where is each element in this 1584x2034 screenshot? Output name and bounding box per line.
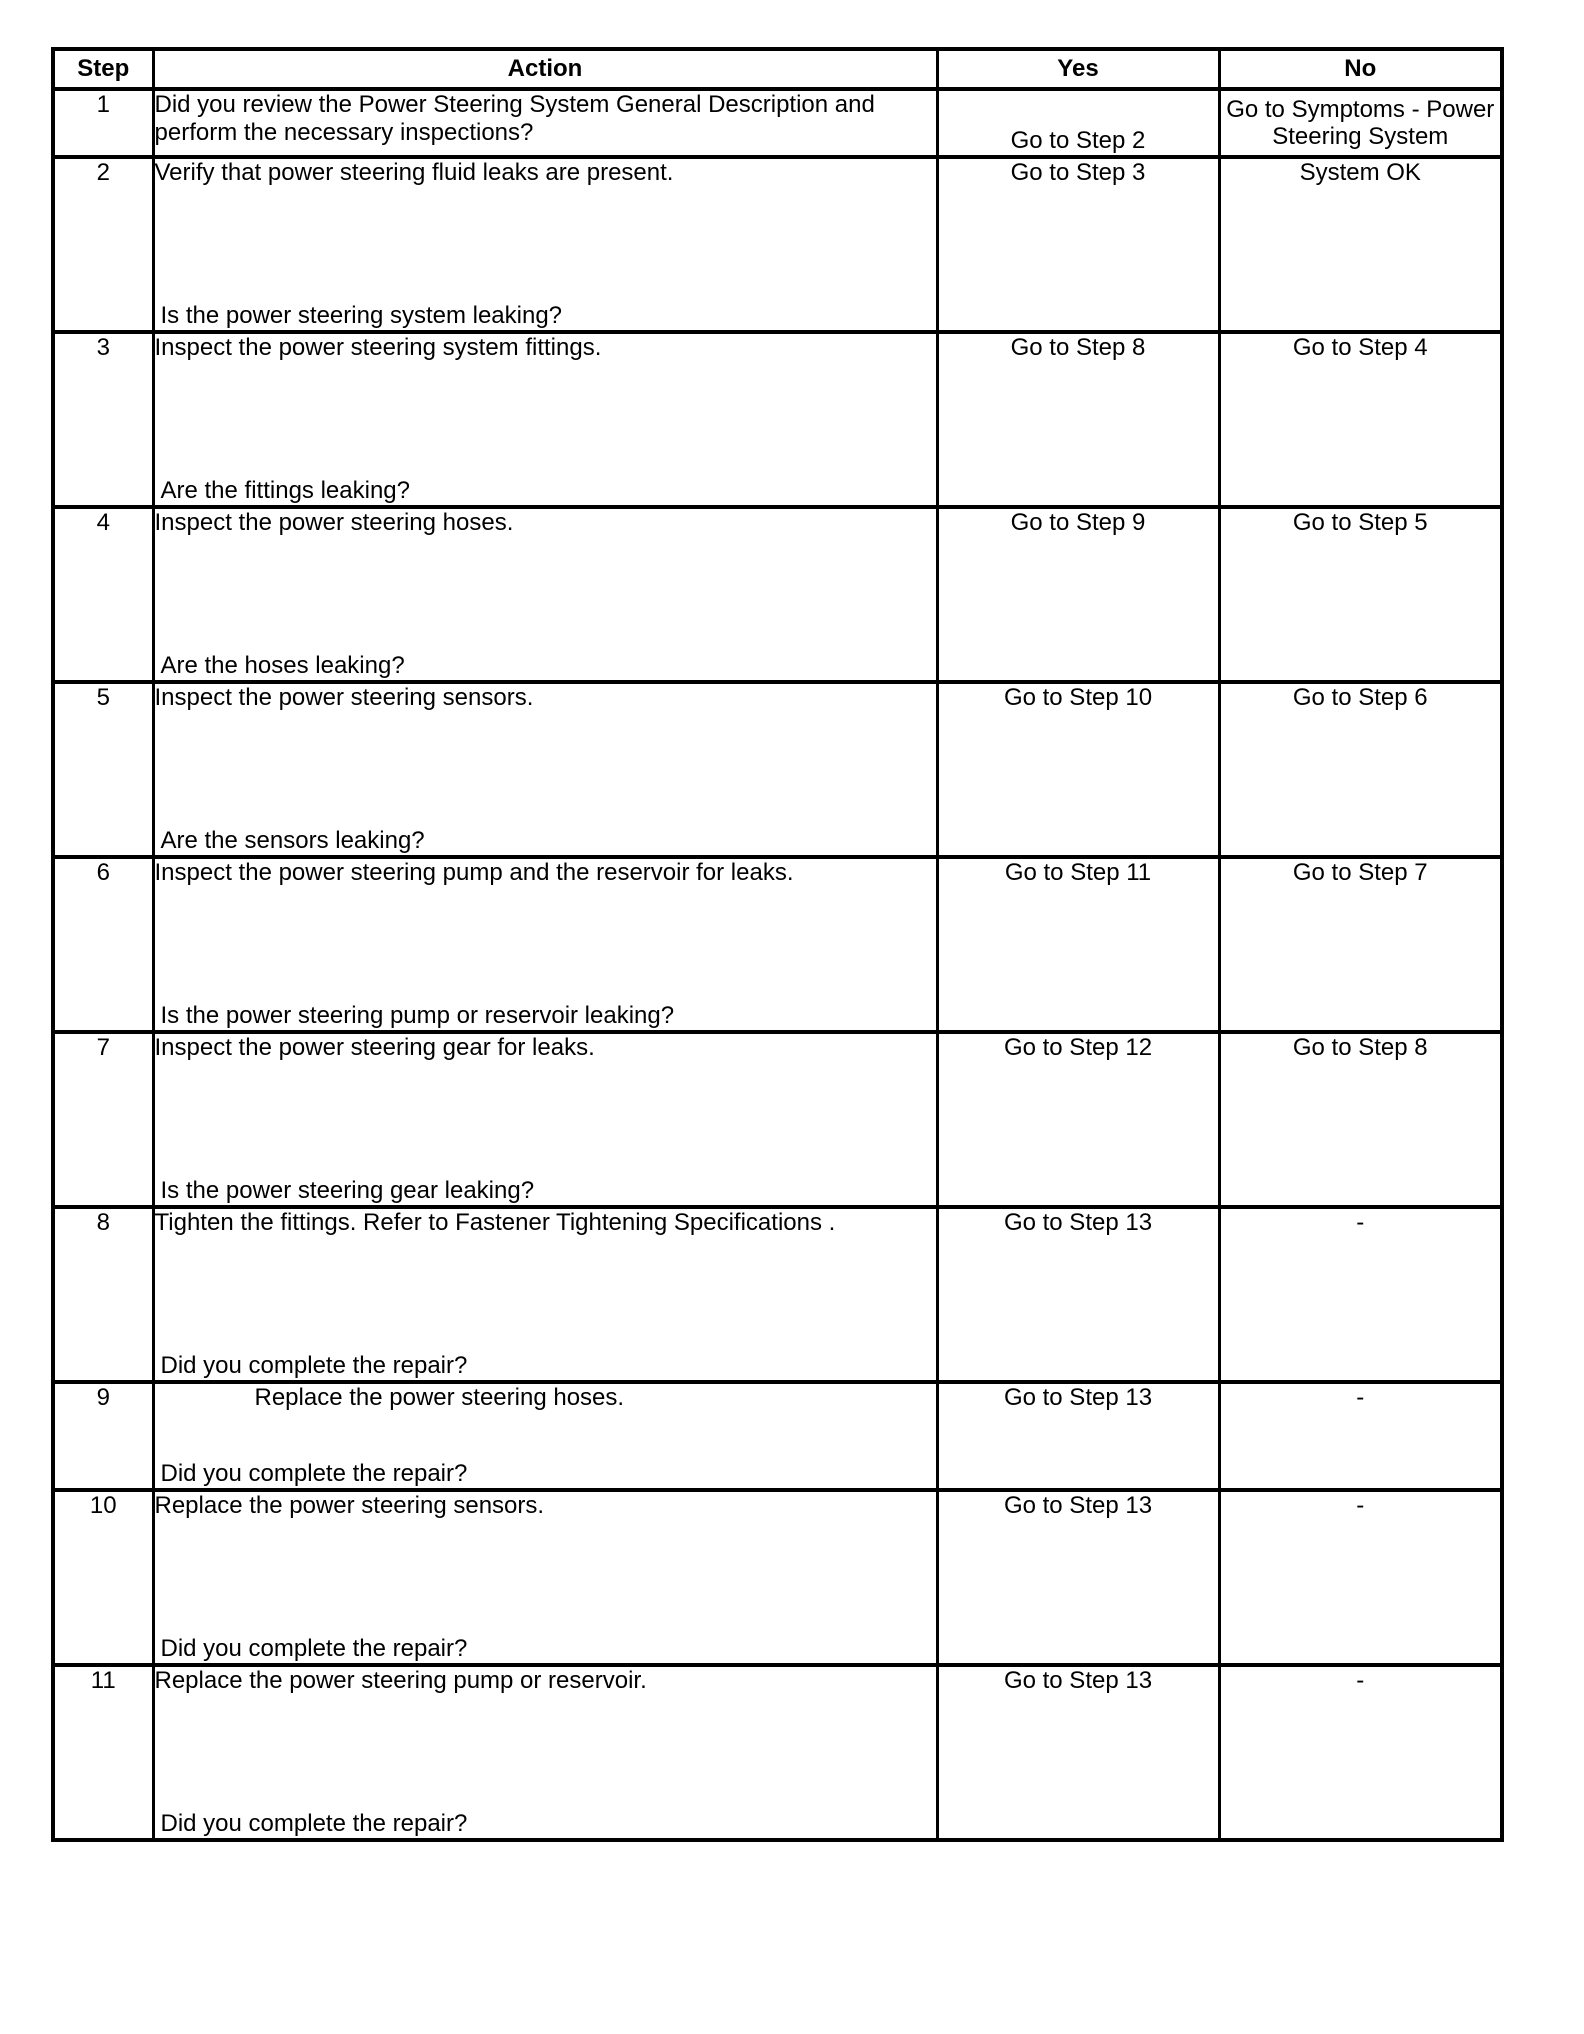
header-step: Step bbox=[53, 49, 153, 89]
action-cell bbox=[153, 332, 937, 507]
action-instruction: Replace the power steering hoses. bbox=[254, 1384, 625, 1411]
yes-result: Go to Step 11 bbox=[937, 857, 1219, 1032]
step-number: 1 bbox=[53, 89, 153, 157]
action-instruction: Replace the power steering pump or reservoir. bbox=[154, 1667, 647, 1694]
no-result: Go to Step 7 bbox=[1219, 857, 1502, 1032]
table-row bbox=[53, 1207, 1502, 1382]
yes-result: Go to Step 13 bbox=[937, 1382, 1219, 1490]
step-number: 9 bbox=[53, 1382, 153, 1490]
step-number: 3 bbox=[53, 332, 153, 507]
step-number: 8 bbox=[53, 1207, 153, 1382]
step-number: 7 bbox=[53, 1032, 153, 1207]
action-question: Did you complete the repair? bbox=[160, 1460, 468, 1487]
yes-result: Go to Step 13 bbox=[937, 1490, 1219, 1665]
yes-result: Go to Step 12 bbox=[937, 1032, 1219, 1207]
yes-result: Go to Step 9 bbox=[937, 507, 1219, 682]
action-cell bbox=[153, 1207, 937, 1382]
yes-result: Go to Step 13 bbox=[937, 1207, 1219, 1382]
table-row bbox=[53, 1665, 1502, 1840]
action-instruction: Tighten the fittings. Refer to Fastener Tightening Specifications . bbox=[154, 1209, 836, 1236]
action-instruction: Inspect the power steering gear for leaks. bbox=[154, 1034, 595, 1061]
no-result: - bbox=[1219, 1207, 1502, 1382]
yes-result: Go to Step 13 bbox=[937, 1665, 1219, 1840]
step-number: 5 bbox=[53, 682, 153, 857]
action-question: Are the sensors leaking? bbox=[160, 827, 425, 854]
no-result: System OK bbox=[1219, 157, 1502, 332]
no-result: - bbox=[1219, 1382, 1502, 1490]
no-result: Go to Step 6 bbox=[1219, 682, 1502, 857]
action-cell bbox=[153, 1490, 937, 1665]
header-yes: Yes bbox=[937, 49, 1219, 89]
action-question: Did you complete the repair? bbox=[160, 1352, 468, 1379]
step-number: 10 bbox=[53, 1490, 153, 1665]
table-row bbox=[53, 857, 1502, 1032]
no-result: - bbox=[1219, 1490, 1502, 1665]
action-question: Is the power steering gear leaking? bbox=[160, 1177, 535, 1204]
header-action: Action bbox=[153, 49, 937, 89]
table-row bbox=[53, 1382, 1502, 1490]
action-question: Did you complete the repair? bbox=[160, 1810, 468, 1837]
action-instruction: Inspect the power steering sensors. bbox=[154, 684, 534, 711]
action-instruction: Inspect the power steering pump and the reservoir for leaks. bbox=[154, 859, 794, 886]
yes-result: Go to Step 2 bbox=[937, 89, 1219, 157]
action-question: Is the power steering system leaking? bbox=[160, 302, 563, 329]
step-number: 6 bbox=[53, 857, 153, 1032]
action-cell bbox=[153, 857, 937, 1032]
action-cell bbox=[153, 157, 937, 332]
action-instruction: Verify that power steering fluid leaks are present. bbox=[154, 159, 674, 186]
table-row bbox=[53, 332, 1502, 507]
yes-result: Go to Step 8 bbox=[937, 332, 1219, 507]
table-row bbox=[53, 507, 1502, 682]
table-row bbox=[53, 682, 1502, 857]
action-question: Are the hoses leaking? bbox=[160, 652, 405, 679]
step-number: 2 bbox=[53, 157, 153, 332]
table-row bbox=[53, 1032, 1502, 1207]
diagnostic-steps-table bbox=[51, 47, 1504, 1842]
action-instruction: Did you review the Power Steering System General Description and perform the necessary inspections? bbox=[154, 91, 875, 146]
action-cell bbox=[153, 507, 937, 682]
action-question: Is the power steering pump or reservoir leaking? bbox=[160, 1002, 675, 1029]
action-question: Did you complete the repair? bbox=[160, 1635, 468, 1662]
table-row bbox=[53, 1490, 1502, 1665]
table-row bbox=[53, 89, 1502, 157]
action-cell bbox=[153, 1032, 937, 1207]
step-number: 11 bbox=[53, 1665, 153, 1840]
no-result: Go to Symptoms - Power Steering System bbox=[1219, 89, 1502, 157]
action-instruction: Inspect the power steering system fittings. bbox=[154, 334, 602, 361]
no-result: - bbox=[1219, 1665, 1502, 1840]
action-cell bbox=[153, 1382, 937, 1490]
action-question: Are the fittings leaking? bbox=[160, 477, 410, 504]
header-no: No bbox=[1219, 49, 1502, 89]
action-cell bbox=[153, 89, 937, 157]
no-result: Go to Step 8 bbox=[1219, 1032, 1502, 1207]
action-cell bbox=[153, 682, 937, 857]
step-number: 4 bbox=[53, 507, 153, 682]
action-instruction: Replace the power steering sensors. bbox=[154, 1492, 545, 1519]
action-cell bbox=[153, 1665, 937, 1840]
table-row bbox=[53, 157, 1502, 332]
action-instruction: Inspect the power steering hoses. bbox=[154, 509, 514, 536]
table-header-row bbox=[53, 49, 1502, 89]
yes-result: Go to Step 10 bbox=[937, 682, 1219, 857]
no-result: Go to Step 5 bbox=[1219, 507, 1502, 682]
yes-result: Go to Step 3 bbox=[937, 157, 1219, 332]
no-result: Go to Step 4 bbox=[1219, 332, 1502, 507]
